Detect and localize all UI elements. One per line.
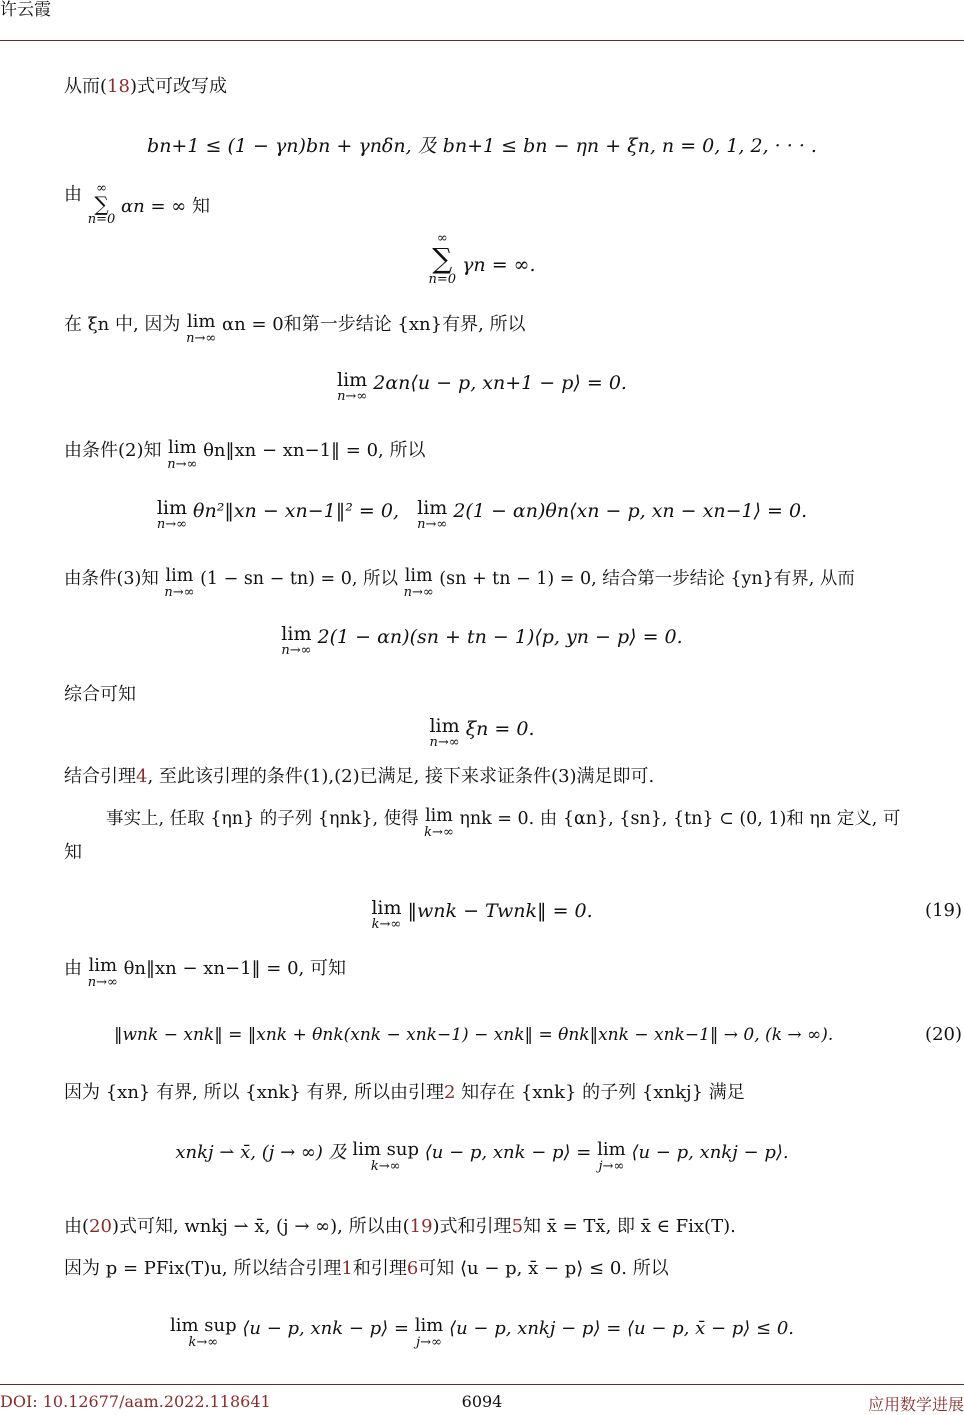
p1-text-pre: 从而( [64,76,108,97]
paragraph-7 [64,764,654,790]
equation-number-20: (20) [925,1024,962,1045]
ref-link-lemma-1[interactable]: 1 [341,1258,353,1279]
eq2-sum-bottom: n=0 [428,272,457,287]
p7-text-pre: 结合引理 [64,766,136,787]
eq4b-lim: lim [417,497,448,519]
eq22-limsup-operator [170,1316,237,1349]
paragraph-8-continued: 知 [64,842,82,863]
p11-text-b: )式可知, wnkj ⇀ x̄, (j → ∞), 所以由( [111,1216,410,1237]
equation-2 [0,232,964,286]
p8-lim: lim [425,806,453,826]
eq4a-expression: θn²‖xn − xn−1‖² = 0, [193,500,399,522]
eq22-part-a: ⟨u − p, xnk − p⟩ = [242,1318,409,1339]
p9-lim: lim [88,955,118,976]
eq4b-lim-sub: n→∞ [417,517,448,532]
eq4a-lim: lim [156,497,187,519]
equation-1: bn+1 ≤ (1 − γn)bn + γnδn, 及 bn+1 ≤ bn − ηn + ξn, n = 0, 1, 2, · · · . [147,135,817,157]
paragraph-10 [64,1080,745,1106]
eq19-lim-sub: k→∞ [371,917,402,932]
eq3-lim-sub: n→∞ [337,389,368,404]
eq22-lim-sub: j→∞ [416,1335,442,1350]
equation-number-19: (19) [925,900,962,921]
p12-text-a: 因为 p = PFix(T)u, 所以结合引理 [64,1258,342,1279]
eq5-expression: 2(1 − αn)(sn + tn − 1)⟨p, yn − p⟩ = 0. [317,626,683,648]
p3-lim-operator [186,312,216,345]
p12-text-b: 和引理 [352,1258,407,1279]
equation-20: ‖wnk − xnk‖ = ‖xnk + θnk(xnk − xnk−1) − xnk‖ = θnk‖xnk − xnk−1‖ → 0, (k → ∞). [114,1025,834,1045]
eq6-lim: lim [429,715,460,737]
p3-lim-sub: n→∞ [186,331,217,346]
eq5-lim: lim [281,623,312,645]
eq2-sum-operator [428,232,456,286]
p5-lim2-operator [404,566,434,599]
p8-lim-operator [424,806,454,839]
footer-journal-link[interactable]: 应用数学进展 [867,1395,964,1414]
paragraph-9 [64,956,346,989]
paragraph-4 [64,438,425,471]
eq21-part-a: xnkj ⇀ x̄, (j → ∞) 及 [175,1142,347,1163]
paragraph-2 [64,182,210,226]
paragraph-3 [64,312,526,345]
ref-link-lemma-2[interactable]: 2 [443,1082,456,1103]
equation-6 [0,716,964,749]
p4-text-post: θn‖xn − xn−1‖ = 0, 所以 [203,440,426,461]
eq21-limsup-sub: k→∞ [370,1159,401,1174]
eq4a-lim-sub: n→∞ [156,517,187,532]
p1-text-post: )式可改写成 [129,76,227,97]
p4-lim: lim [167,437,197,458]
p8-text-post: ηnk = 0. 由 {αn}, {sn}, {tn} ⊂ (0, 1)和 ηn 定义, 可 [459,809,901,829]
eq6-lim-operator [429,716,459,749]
eq2-sum-symbol: ∑ [432,242,453,275]
p9-lim-operator [88,956,118,989]
page-footer [0,1392,964,1412]
eq22-limsup-sub: k→∞ [188,1335,219,1350]
p2-sum-symbol: ∑ [94,192,109,216]
eq5-lim-sub: n→∞ [281,643,312,658]
eq19-lim-operator [371,898,401,931]
equation-3 [0,370,964,403]
eq21-limsup-operator [352,1140,419,1173]
p5-lim1-operator [164,566,194,599]
paragraph-1 [64,74,227,100]
equation-19 [0,898,964,931]
p2-text-pre: 由 [64,184,82,205]
p3-text-pre: 在 ξn 中, 因为 [64,314,181,335]
eq3-expression: 2αn⟨u − p, xn+1 − p⟩ = 0. [373,372,627,394]
eq2-sum-top: ∞ [436,231,448,246]
p3-text-post: αn = 0和第一步结论 {xn}有界, 所以 [221,314,526,335]
ref-link-20[interactable]: 20 [89,1216,112,1237]
eq22-lim: lim [414,1315,444,1336]
p8-lim-sub: k→∞ [424,825,454,840]
eq3-lim: lim [337,369,368,391]
paragraph-12 [64,1256,669,1282]
eq4b-expression: 2(1 − αn)θn⟨xn − p, xn − xn−1⟩ = 0. [453,500,808,522]
eq2-expression: γn = ∞. [462,254,536,276]
eq21-lim-sub: j→∞ [598,1159,625,1174]
p4-text-pre: 由条件(2)知 [64,440,162,461]
eq21-lim: lim [597,1139,626,1160]
p9-lim-sub: n→∞ [87,975,118,990]
p5-text-pre: 由条件(3)知 [64,569,159,589]
p2-sum-bottom: n=0 [87,212,116,227]
ref-link-lemma-5[interactable]: 5 [511,1216,524,1237]
paragraph-5 [64,566,855,599]
p9-text-post: θn‖xn − xn−1‖ = 0, 可知 [123,958,346,979]
eq19-expression: ‖wnk − Twnk‖ = 0. [407,900,593,922]
paragraph-8 [106,806,900,839]
p10-text-post: 知存在 {xnk} 的子列 {xnkj} 满足 [455,1082,745,1103]
p9-text-pre: 由 [64,958,82,979]
p2-sum-operator [88,182,116,226]
p4-lim-sub: n→∞ [167,457,198,472]
ref-link-18[interactable]: 18 [107,76,130,97]
ref-link-19[interactable]: 19 [409,1216,433,1237]
p5-lim2-sub: n→∞ [403,585,434,600]
p2-expression: αn = ∞ [121,196,187,217]
paragraph-11 [64,1214,736,1240]
equation-5 [0,624,964,657]
p11-text-d: 知 x̄ = Tx̄, 即 x̄ ∈ Fix(T). [523,1216,736,1237]
eq3-lim-operator [337,370,367,403]
p11-text-c: )式和引理 [432,1216,512,1237]
paragraph-6: 综合可知 [64,684,136,705]
p7-text-post: , 至此该引理的条件(1),(2)已满足, 接下来求证条件(3)满足即可. [147,766,655,787]
p5-lim2: lim [404,566,433,586]
eq21-part-b: ⟨u − p, xnk − p⟩ = [424,1142,592,1163]
p5-text-mid: (1 − sn − tn) = 0, 所以 [200,569,399,589]
equation-21 [0,1140,964,1173]
eq6-expression: ξn = 0. [465,718,535,740]
eq22-limsup: lim sup [169,1315,237,1336]
equation-4 [0,498,964,531]
footer-page-number: 6094 [461,1392,503,1411]
eq4b-lim-operator [417,498,447,531]
p12-text-c: 可知 ⟨u − p, x̄ − p⟩ ≤ 0. 所以 [418,1258,669,1279]
header-rule [0,40,964,41]
ref-link-lemma-6[interactable]: 6 [406,1258,419,1279]
p5-lim1: lim [165,566,194,586]
eq5-lim-operator [281,624,311,657]
eq6-lim-sub: n→∞ [429,735,460,750]
eq22-part-b: ⟨u − p, xnkj − p⟩ = ⟨u − p, x̄ − p⟩ ≤ 0. [449,1318,795,1339]
eq21-lim-operator [597,1140,626,1173]
p5-text-post: (sn + tn − 1) = 0, 结合第一步结论 {yn}有界, 从而 [439,569,855,589]
eq21-part-c: ⟨u − p, xnkj − p⟩. [631,1142,789,1163]
eq19-lim: lim [371,897,402,919]
p5-lim1-sub: n→∞ [164,585,195,600]
footer-rule [0,1384,964,1385]
p8-text-pre: 事实上, 任取 {ηn} 的子列 {ηnk}, 使得 [106,809,419,829]
eq22-lim-operator [415,1316,444,1349]
page-header [0,0,964,40]
p2-text-post: 知 [192,196,211,217]
p2-sum-top: ∞ [96,181,107,196]
equation-22 [0,1316,964,1349]
footer-doi-link[interactable]: DOI: 10.12677/aam.2022.118641 [0,1392,271,1411]
p3-lim: lim [186,311,216,332]
p4-lim-operator [167,438,197,471]
p10-text-pre: 因为 {xn} 有界, 所以 {xnk} 有界, 所以由引理 [64,1082,444,1103]
eq21-limsup: lim sup [352,1139,420,1160]
ref-link-lemma-4[interactable]: 4 [136,766,148,787]
p11-text-a: 由( [64,1216,90,1237]
eq4a-lim-operator [157,498,187,531]
header-author: 许云霞 [0,0,51,20]
